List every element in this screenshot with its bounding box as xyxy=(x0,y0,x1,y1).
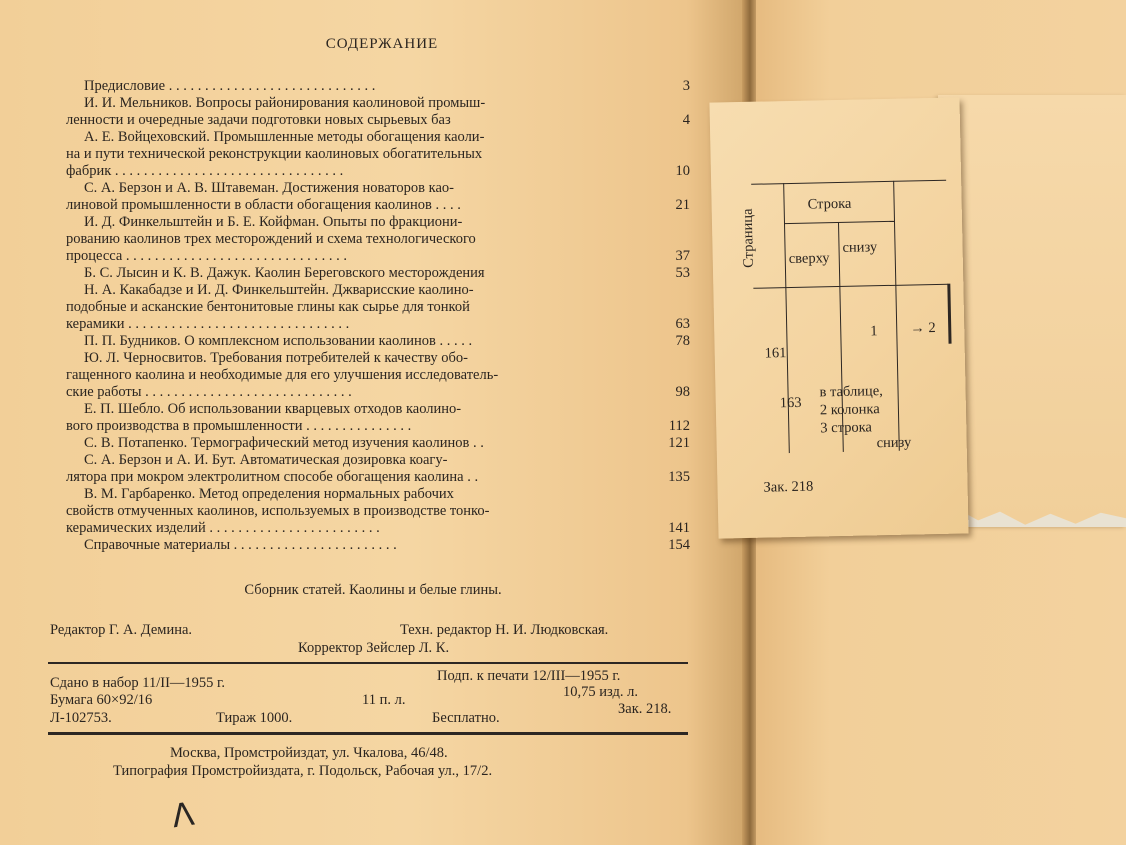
publisher-address: Москва, Промстройиздат, ул. Чкалова, 46/48. xyxy=(170,745,448,761)
errata-header-rule xyxy=(753,284,948,289)
toc-entry-line xyxy=(0,503,690,520)
errata-row2-note2: 2 колонка xyxy=(819,401,880,419)
toc-entry-text: А. Е. Войцеховский. Промышленные методы обогащения каоли- xyxy=(84,129,485,145)
toc-entry-line xyxy=(0,282,690,299)
errata-row1-bottom: 1 xyxy=(870,323,878,340)
toc-entry-page: 78 xyxy=(675,333,690,349)
toc-entry-line xyxy=(0,248,690,265)
toc-entry-page: 98 xyxy=(675,384,690,400)
toc-entry-line xyxy=(0,350,690,367)
editor-credit: Редактор Г. А. Демина. xyxy=(50,622,193,638)
collection-title: Сборник статей. Каолины и белые глины. xyxy=(244,582,502,598)
errata-row1-fix: → 2 xyxy=(910,319,936,337)
toc-entry-text: гащенного каолина и необходимые для его улучшения исследователь- xyxy=(66,367,499,383)
errata-top-rule xyxy=(751,180,946,185)
toc-entry-text: Е. П. Шебло. Об использовании кварцевых отходов каолино- xyxy=(84,401,462,417)
toc-entry-line xyxy=(0,418,690,435)
toc-entry-text: И. И. Мельников. Вопросы районирования каолиновой промыш- xyxy=(84,95,486,111)
toc-entry-text: П. П. Будников. О комплексном использовании каолинов . . . . . xyxy=(84,333,473,349)
toc-title: СОДЕРЖАНИЕ xyxy=(325,36,439,52)
toc-entry-line xyxy=(0,452,690,469)
errata-header-line: Строка xyxy=(807,195,852,213)
toc-entry-line xyxy=(0,197,690,214)
toc-entry-page: 135 xyxy=(668,469,690,485)
toc-entry-line xyxy=(0,95,690,112)
toc-entry-text: В. М. Гарбаренко. Метод определения нормальных рабочих xyxy=(84,486,454,502)
toc-entry-text: С. А. Берзон и А. И. Бут. Автоматическая дозировка коагу- xyxy=(84,452,448,468)
handwritten-mark: Λ xyxy=(169,794,197,836)
toc-entry-line xyxy=(0,180,690,197)
toc-entry-text: линовой промышленности в области обогащения каолинов . . . . xyxy=(66,197,461,213)
errata-header-page: Страница xyxy=(739,208,757,269)
toc-entry-page: 53 xyxy=(675,265,690,281)
errata-header-top: сверху xyxy=(788,250,830,268)
toc-entry-page: 112 xyxy=(668,418,690,434)
toc-entry-text: свойств отмученных каолинов, используемых в производстве тонко- xyxy=(66,503,490,519)
toc-entry-text: вого производства в промышленности . . . . . . . . . . . . . . . xyxy=(66,418,412,434)
errata-row2-note4: снизу xyxy=(876,434,912,452)
toc-entry-text: И. Д. Финкельштейн и Б. Е. Койфман. Опыты по фракциони- xyxy=(84,214,463,230)
imprint-bottom-rule xyxy=(48,732,688,735)
toc-entry-text: фабрик . . . . . . . . . . . . . . . . . . . . . . . . . . . . . . . . xyxy=(66,163,344,179)
toc-entry-text: на и пути технической реконструкции каолиновых обогатительных xyxy=(66,146,483,162)
toc-entry-page: 10 xyxy=(675,163,690,179)
toc-entry-text: Справочные материалы . . . . . . . . . . . . . . . . . . . . . . . xyxy=(84,537,397,553)
toc-entry-text: подобные и асканские бентонитовые глины как сырье для тонкой xyxy=(66,299,470,315)
toc-entry-page: 121 xyxy=(668,435,690,451)
toc-entry-line xyxy=(0,78,690,95)
toc-entry-line xyxy=(0,520,690,537)
printing-house: Типография Промстройиздата, г. Подольск, Рабочая ул., 17/2. xyxy=(113,763,493,779)
toc-entry-page: 154 xyxy=(668,537,690,553)
tech-editor-credit: Техн. редактор Н. И. Людковская. xyxy=(400,622,609,638)
toc-entry-line xyxy=(0,435,690,452)
toc-entry-text: Предисловие . . . . . . . . . . . . . . . . . . . . . . . . . . . . . xyxy=(84,78,376,94)
toc-entry-page: 63 xyxy=(675,316,690,332)
toc-entry-line xyxy=(0,214,690,231)
toc-entry-text: С. В. Потапенко. Термографический метод изучения каолинов . . xyxy=(84,435,484,451)
toc-entry-page: 21 xyxy=(675,197,690,213)
toc-entry-text: керамики . . . . . . . . . . . . . . . . . . . . . . . . . . . . . . . xyxy=(66,316,350,332)
errata-right-bracket xyxy=(947,284,951,344)
publishing-sheets: 10,75 изд. л. xyxy=(563,684,638,700)
toc-entry-text: Б. С. Лысин и К. В. Дажук. Каолин Береговского месторождения xyxy=(84,265,485,281)
errata-row2-note3: 3 строка xyxy=(820,419,873,437)
toc-entry-line xyxy=(0,129,690,146)
errata-col-rule-3 xyxy=(893,181,900,451)
paper-format: Бумага 60×92/16 xyxy=(50,692,153,708)
toc-entry-line xyxy=(0,384,690,401)
print-run: Тираж 1000. xyxy=(216,710,293,726)
proofreader-credit: Корректор Зейслер Л. К. xyxy=(298,640,450,656)
toc-entry-line xyxy=(0,401,690,418)
errata-header-bottom: снизу xyxy=(842,239,878,256)
license-number: Л-102753. xyxy=(50,710,112,726)
errata-slip xyxy=(709,97,968,538)
toc-entry-line xyxy=(0,537,690,554)
toc-entry-line xyxy=(0,486,690,503)
price: Бесплатно. xyxy=(432,710,500,726)
printed-sheets: 11 п. л. xyxy=(362,692,406,708)
toc-entry-page: 141 xyxy=(668,520,690,536)
toc-entry-text: рованию каолинов трех месторождений и схема технологического xyxy=(66,231,476,247)
imprint-top-rule xyxy=(48,662,688,664)
toc-entry-text: Ю. Л. Черносвитов. Требования потребителей к качеству обо- xyxy=(84,350,468,366)
toc-entry-line xyxy=(0,333,690,350)
errata-row1-page: 161 xyxy=(764,345,787,362)
toc-entry-page: 3 xyxy=(682,78,690,94)
toc-entry-line xyxy=(0,146,690,163)
toc-entry-text: лятора при мокром электролитном способе обогащения каолина . . xyxy=(66,469,479,485)
toc-entry-text: керамических изделий . . . . . . . . . . . . . . . . . . . . . . . . xyxy=(66,520,380,536)
toc-entry-text: Н. А. Какабадзе и И. Д. Финкельштейн. Джварисские каолино- xyxy=(84,282,474,298)
toc-entry-text: ские работы . . . . . . . . . . . . . . . . . . . . . . . . . . . . . xyxy=(66,384,352,400)
toc-entry-text: С. А. Берзон и А. В. Штавеман. Достижения новаторов као- xyxy=(84,180,454,196)
signed-date: Подп. к печати 12/III—1955 г. xyxy=(437,668,621,684)
toc-entry-line xyxy=(0,231,690,248)
toc-entry-text: процесса . . . . . . . . . . . . . . . . . . . . . . . . . . . . . . . xyxy=(66,248,348,264)
typeset-date: Сдано в набор 11/II—1955 г. xyxy=(50,675,225,691)
toc-entry-line xyxy=(0,163,690,180)
toc-entry-line xyxy=(0,265,690,282)
toc-entry-line xyxy=(0,469,690,486)
toc-entry-line xyxy=(0,367,690,384)
errata-order-number: Зак. 218 xyxy=(763,478,814,496)
toc-entry-line xyxy=(0,299,690,316)
toc-entry-text: ленности и очередные задачи подготовки новых сырьевых баз xyxy=(66,112,451,128)
toc-entry-line xyxy=(0,316,690,333)
toc-entry-line xyxy=(0,112,690,129)
errata-row2-page: 163 xyxy=(779,394,802,412)
toc-entry-page: 4 xyxy=(682,112,690,128)
order-number: Зак. 218. xyxy=(618,701,672,717)
errata-row2-note1: в таблице, xyxy=(819,383,883,401)
toc-entry-page: 37 xyxy=(675,248,690,264)
